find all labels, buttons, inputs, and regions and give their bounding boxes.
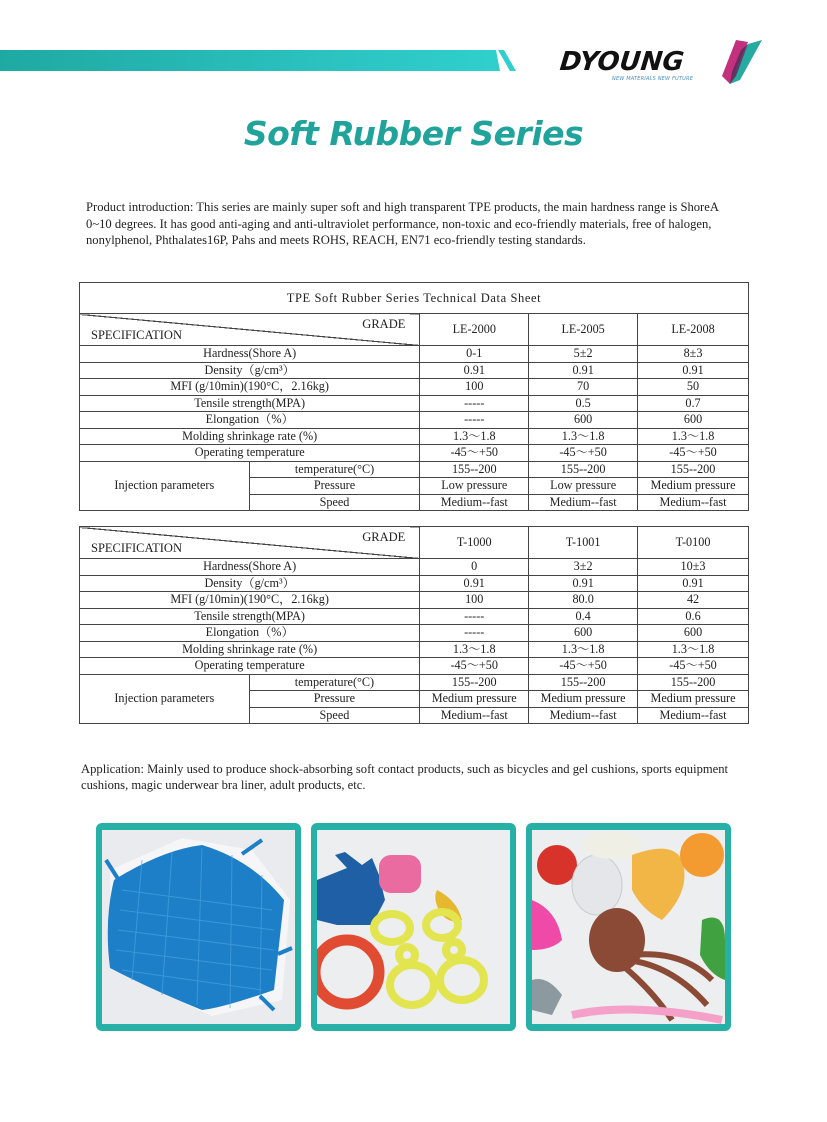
cell: -45～+50 [420,445,529,462]
injection-parameters-label: Injection parameters [80,461,250,511]
cell: 1.3～1.8 [638,641,749,658]
cell: -45～+50 [638,445,749,462]
row-label: Density（g/cm³） [80,575,420,592]
table-row [80,346,749,363]
cell: 50 [638,379,749,396]
cell: Medium pressure [529,691,638,708]
cell: 1.3～1.8 [420,641,529,658]
cell: 10±3 [638,559,749,576]
row-label: Tensile strength(MPA) [80,395,420,412]
cell: 0.91 [638,362,749,379]
cell: 0.4 [529,608,638,625]
cell: ----- [420,625,529,642]
grade-label: GRADE [362,317,406,331]
cell: Medium--fast [420,494,529,511]
cell: 0 [420,559,529,576]
row-label: Molding shrinkage rate (%) [80,428,420,445]
cell: -45～+50 [420,658,529,675]
spec-grade-header [80,314,420,346]
table-row [80,461,749,478]
specification-label: SPECIFICATION [91,541,182,555]
cell: 0.91 [529,575,638,592]
row-label: Pressure [249,691,420,708]
cell: -45～+50 [638,658,749,675]
table-row [80,592,749,609]
row-label: Speed [249,707,420,724]
product-introduction: Product introduction: This series are mainly super soft and high transparent TPE products, the main hardness range is ShoreA 0~10 degrees. It has good anti-aging and anti-ultraviolet performance, non-toxic and eco-friendly materials, free of halogen, nonylphenol, Phthalates16P, Pahs and meets ROHS, REACH, EN71 eco-friendly testing standards. [86,200,719,247]
cell: 1.3～1.8 [529,428,638,445]
table-row [80,641,749,658]
cell: 100 [420,379,529,396]
grade-header: T-1000 [420,527,529,559]
table-row [80,625,749,642]
table-row [80,658,749,675]
grade-header: T-0100 [638,527,749,559]
novelty-toys-image [532,830,725,1024]
squishy-novelty-toys-photo [526,823,731,1031]
table-row [80,362,749,379]
row-label: Molding shrinkage rate (%) [80,641,420,658]
table-row [80,412,749,429]
cell: Medium--fast [638,494,749,511]
header-banner-slash [498,50,516,71]
technical-data-table-le [79,282,749,511]
brand-tagline: NEW MATERIALS NEW FUTURE [612,76,694,82]
cell: 0.91 [420,362,529,379]
table-row [80,379,749,396]
cell: 1.3～1.8 [529,641,638,658]
cell: Low pressure [529,478,638,495]
cell: 600 [638,625,749,642]
grade-header: LE-2000 [420,314,529,346]
row-label: Tensile strength(MPA) [80,608,420,625]
cell: 1.3～1.8 [420,428,529,445]
cell: 0-1 [420,346,529,363]
table-row [80,395,749,412]
cell: 3±2 [529,559,638,576]
cell: 155--200 [529,674,638,691]
cell: ----- [420,608,529,625]
grade-header: T-1001 [529,527,638,559]
cell: 600 [638,412,749,429]
cell: 5±2 [529,346,638,363]
cell: Medium--fast [529,494,638,511]
cell: 0.6 [638,608,749,625]
cell: 8±3 [638,346,749,363]
cell: ----- [420,395,529,412]
row-label: MFI (g/10min)(190°C，2.16kg) [80,379,420,396]
cell: Medium pressure [638,691,749,708]
table-row [80,559,749,576]
row-label: Density（g/cm³） [80,362,420,379]
header-teal-banner [0,50,500,71]
row-label: MFI (g/10min)(190°C，2.16kg) [80,592,420,609]
cell: 600 [529,412,638,429]
cell: 0.91 [529,362,638,379]
injection-parameters-label: Injection parameters [80,674,250,724]
table-caption: TPE Soft Rubber Series Technical Data Sheet [80,283,749,314]
row-label: Operating temperature [80,445,420,462]
table-row [80,608,749,625]
gel-cushion-image [102,830,295,1024]
table-row [80,674,749,691]
cell: 0.7 [638,395,749,412]
grade-label: GRADE [362,530,406,544]
cell: 600 [529,625,638,642]
grade-header: LE-2005 [529,314,638,346]
table-row [80,445,749,462]
brand-name: DYOUNG [558,47,686,77]
cell: 155--200 [420,674,529,691]
cell: 0.91 [638,575,749,592]
row-label: Pressure [249,478,420,495]
cell: ----- [420,412,529,429]
cell: 42 [638,592,749,609]
cell: Medium pressure [420,691,529,708]
row-label: Hardness(Shore A) [80,346,420,363]
cell: Medium--fast [529,707,638,724]
row-label: Elongation（%） [80,412,420,429]
cell: 0.91 [420,575,529,592]
cell: Low pressure [420,478,529,495]
cell: 1.3～1.8 [638,428,749,445]
cell: Medium--fast [420,707,529,724]
product-photo-gallery [96,823,736,1031]
cell: 0.5 [529,395,638,412]
cell: 70 [529,379,638,396]
row-label: temperature(°C) [249,674,420,691]
cell: 155--200 [638,461,749,478]
row-label: Speed [249,494,420,511]
row-label: temperature(°C) [249,461,420,478]
soft-rubber-toys-rings-hand-photo [311,823,516,1031]
row-label: Hardness(Shore A) [80,559,420,576]
cell: 100 [420,592,529,609]
row-label: Elongation（%） [80,625,420,642]
table-row [80,575,749,592]
row-label: Operating temperature [80,658,420,675]
rubber-toys-image [317,830,510,1024]
cell: -45～+50 [529,445,638,462]
cell: 155--200 [420,461,529,478]
brand-logo [560,38,765,88]
cell: 80.0 [529,592,638,609]
cell: Medium--fast [638,707,749,724]
table-row [80,428,749,445]
spec-grade-header [80,527,420,559]
grade-header: LE-2008 [638,314,749,346]
application-text: Application: Mainly used to produce shock-absorbing soft contact products, such as bicycles and gel cushions, sports equipment cushions, magic underwear bra liner, adult products, etc. [81,762,729,792]
technical-data-table-t [79,526,749,724]
specification-label: SPECIFICATION [91,328,182,342]
page-title: Soft Rubber Series [243,114,584,153]
cell: 155--200 [529,461,638,478]
blue-gel-seat-cushion-photo [96,823,301,1031]
cell: -45～+50 [529,658,638,675]
cell: 155--200 [638,674,749,691]
dyoung-leaf-logo-icon [708,38,763,86]
cell: Medium pressure [638,478,749,495]
